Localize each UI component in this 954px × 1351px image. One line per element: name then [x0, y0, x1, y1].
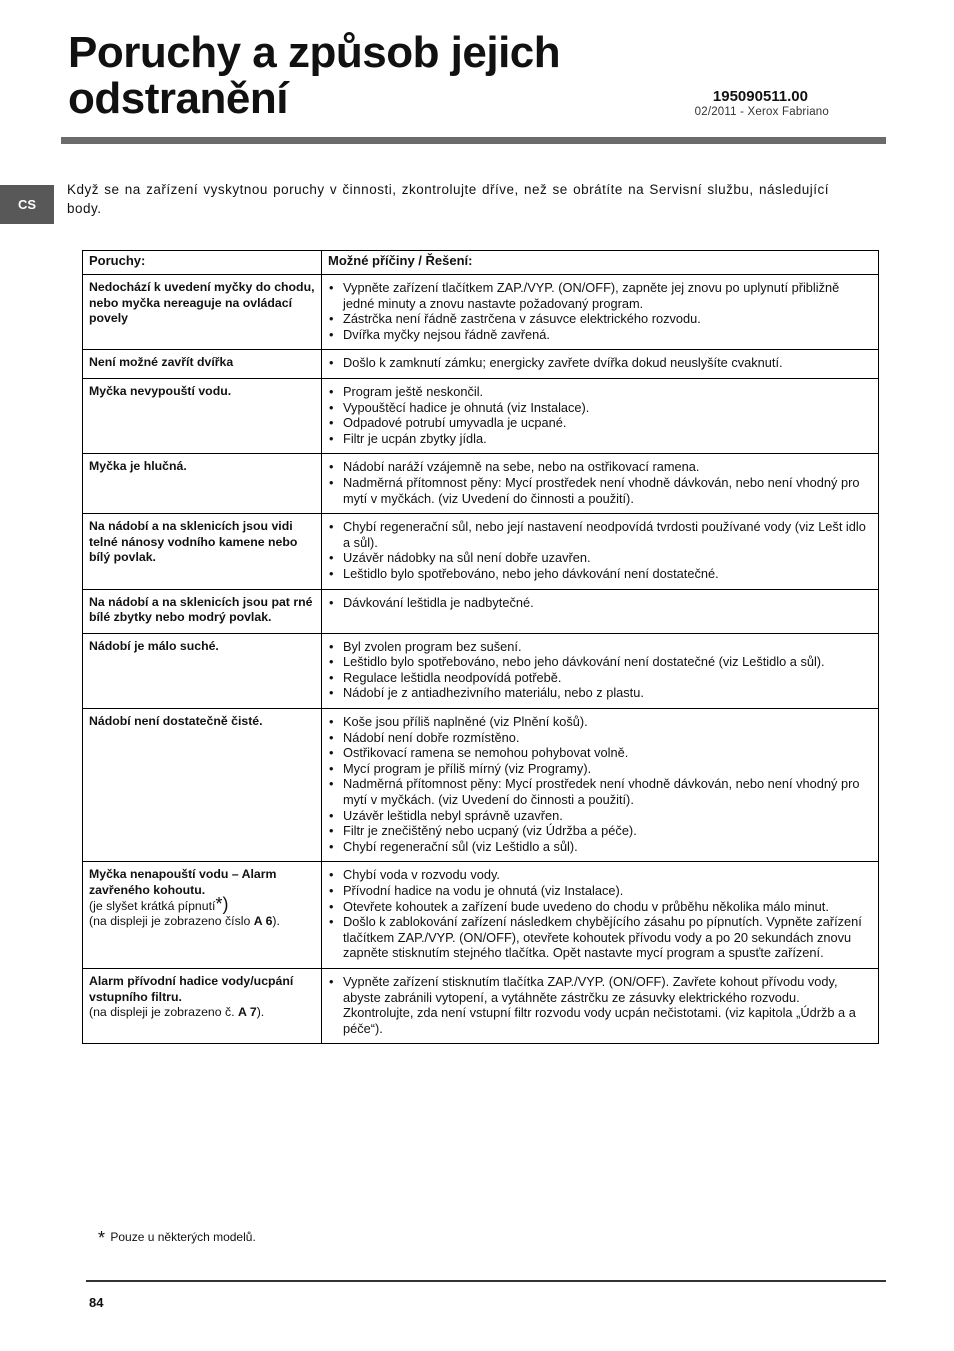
table-row — [83, 275, 879, 350]
list-item: • Mycí program je příliš mírný (viz Programy). — [328, 761, 872, 777]
fault-cell — [83, 709, 322, 862]
fault-cell — [83, 968, 322, 1043]
list-item: • Dávkování leštidla je nadbytečné. — [328, 595, 872, 611]
table-row — [83, 454, 879, 514]
list-item: • Vypouštěcí hadice je ohnutá (viz Instalace). — [328, 400, 872, 416]
fault-cell — [83, 633, 322, 708]
solutions-cell — [322, 862, 879, 969]
solutions-cell — [322, 709, 879, 862]
table-row — [83, 633, 879, 708]
fault-note-text: ). — [272, 914, 280, 929]
solutions-list — [328, 459, 872, 506]
list-item: • Nádobí není dobře rozmístěno. — [328, 730, 872, 746]
fault-cell — [83, 454, 322, 514]
fault-label: Není možné zavřít dvířka — [89, 355, 234, 370]
fault-note-asterisk: *) — [215, 893, 229, 914]
list-item: • Filtr je znečištěný nebo ucpaný (viz Údržba a péče). — [328, 823, 872, 839]
fault-note-text: (na displeji je zobrazeno číslo — [89, 914, 254, 929]
list-item: • Ostřikovací ramena se nemohou pohybovat volně. — [328, 745, 872, 761]
column-header-faults: Poruchy: — [83, 251, 322, 275]
list-item: • Koše jsou příliš naplněné (viz Plnění košů). — [328, 714, 872, 730]
list-item: • Otevřete kohoutek a zařízení bude uvedeno do chodu v průběhu několika málo minut. — [328, 899, 872, 915]
list-item: • Chybí regenerační sůl (viz Leštidlo a sůl). — [328, 839, 872, 855]
solutions-cell — [322, 378, 879, 453]
fault-label: Myčka je hlučná. — [89, 459, 187, 474]
list-item: • Filtr je ucpán zbytky jídla. — [328, 431, 872, 447]
list-item: • Leštidlo bylo spotřebováno, nebo jeho dávkování není dostatečné. — [328, 566, 872, 582]
list-item: • Došlo k zablokování zařízení následkem chybějícího zásahu po pípnutích. Vypněte zařízení tlačítkem ZAP./VYP. (ON/OFF), otevřete kohoutek přívodu vody a po 20 sekundách znovu zapněte stisknutím stejného tlačítka. Opět nastavte mycí program a spusťte zařízení. — [328, 914, 872, 961]
fault-cell — [83, 514, 322, 589]
document-date: 02/2011 - Xerox Fabriano — [694, 106, 829, 118]
fault-label: Na nádobí a na sklenicích jsou pat rné bílé zbytky nebo modrý povlak. — [89, 594, 313, 625]
list-item: • Nadměrná přítomnost pěny: Mycí prostředek není vhodně dávkován, nebo není vhodný pro mytí v myčkách. (viz Uvedení do činnosti a použití). — [328, 776, 872, 807]
table-body — [83, 275, 879, 1044]
fault-label: Alarm přívodní hadice vody/ucpání vstupního filtru. — [89, 973, 294, 1004]
table-row — [83, 968, 879, 1043]
fault-note-text: (je slyšet krátká pípnutí — [89, 898, 216, 913]
solutions-list — [328, 714, 872, 854]
fault-cell — [83, 350, 322, 379]
footnote-asterisk: * — [98, 1228, 106, 1248]
solutions-list — [328, 595, 872, 611]
table-row — [83, 709, 879, 862]
list-item: • Vypněte zařízení stisknutím tlačítka ZAP./VYP. (ON/OFF). Zavřete kohout přívodu vody, abyste zabránili vytopení, a vytáhněte zástrčku ze zásuvky elektrického rozvodu. Zkontrolujte, zda není vstupní filtr rozvodu vody ucpán nečistotami. (viz kapitola „Údržb a a péče“). — [328, 974, 872, 1036]
footer-divider — [86, 1280, 886, 1282]
column-header-solutions: Možné příčiny / Řešení: — [322, 251, 879, 275]
table-row — [83, 350, 879, 379]
footnote-text: Pouze u některých modelů. — [110, 1230, 256, 1244]
solutions-cell — [322, 454, 879, 514]
list-item: • Chybí regenerační sůl, nebo její nastavení neodpovídá tvrdosti používané vody (viz Lešt idlo a sůl). — [328, 519, 872, 550]
solutions-cell — [322, 589, 879, 633]
solutions-cell — [322, 350, 879, 379]
fault-cell — [83, 862, 322, 969]
intro-paragraph: Když se na zařízení vyskytnou poruchy v činnosti, zkontrolujte dříve, než se obrátíte na Servisní službu, následující body. — [67, 182, 829, 216]
solutions-list — [328, 867, 872, 961]
list-item: • Uzávěr leštidla nebyl správně uzavřen. — [328, 808, 872, 824]
list-item: • Byl zvolen program bez sušení. — [328, 639, 872, 655]
page-title-line-2: odstranění — [68, 74, 288, 123]
solutions-cell — [322, 275, 879, 350]
footnote — [98, 1228, 256, 1249]
solutions-list — [328, 639, 872, 701]
page-number: 84 — [89, 1295, 104, 1310]
solutions-cell — [322, 968, 879, 1043]
fault-label: Myčka nevypouští vodu. — [89, 383, 232, 398]
list-item: • Chybí voda v rozvodu vody. — [328, 867, 872, 883]
page-title-line-1: Poruchy a způsob jejich — [68, 28, 561, 77]
fault-label: Myčka nenapouští vodu – Alarm zavřeného kohoutu. — [89, 867, 277, 897]
fault-note-display-code — [89, 914, 315, 930]
fault-note-text: (na displeji je zobrazeno č. — [89, 1005, 239, 1020]
language-tab: CS — [0, 185, 54, 224]
page-title — [68, 30, 668, 122]
fault-cell — [83, 589, 322, 633]
list-item: • Zástrčka není řádně zastrčena v zásuvce elektrického rozvodu. — [328, 311, 872, 327]
list-item: • Regulace leštidla neodpovídá potřebě. — [328, 670, 872, 686]
table-header-row — [83, 251, 879, 275]
solutions-list — [328, 355, 872, 371]
fault-cell — [83, 275, 322, 350]
list-item: • Dvířka myčky nejsou řádně zavřená. — [328, 327, 872, 343]
solutions-cell — [322, 633, 879, 708]
document-number: 195090511.00 — [712, 88, 808, 105]
error-code: A 6 — [253, 914, 273, 929]
list-item: • Nádobí naráží vzájemně na sebe, nebo na ostřikovací ramena. — [328, 459, 872, 475]
list-item: • Přívodní hadice na vodu je ohnutá (viz Instalace). — [328, 883, 872, 899]
error-code: A 7 — [238, 1005, 257, 1020]
fault-cell — [83, 378, 322, 453]
solutions-list — [328, 519, 872, 581]
fault-label: Nádobí je málo suché. — [89, 638, 219, 653]
table-row — [83, 378, 879, 453]
list-item: • Nádobí je z antiadhezivního materiálu, nebo z plastu. — [328, 685, 872, 701]
table-row — [83, 862, 879, 969]
solutions-cell — [322, 514, 879, 589]
fault-label: Nedochází k uvedení myčky do chodu, nebo myčka nereaguje na ovládací povely — [89, 280, 315, 326]
fault-note-text: ). — [256, 1005, 265, 1020]
fault-label: Nádobí není dostatečně čisté. — [89, 714, 263, 729]
solutions-list — [328, 974, 872, 1036]
list-item: • Odpadové potrubí umyvadla je ucpané. — [328, 415, 872, 431]
list-item: • Program ještě neskončil. — [328, 384, 872, 400]
fault-label: Na nádobí a na sklenicích jsou vidi telné nánosy vodního kamene nebo bílý povlak. — [89, 519, 298, 565]
list-item: • Vypněte zařízení tlačítkem ZAP./VYP. (ON/OFF), zapněte jej znovu po uplynutí přibližně jedné minuty a znovu nastavte požadovaný program. — [328, 280, 872, 311]
table-row — [83, 514, 879, 589]
troubleshooting-table — [82, 250, 879, 1044]
list-item: • Uzávěr nádobky na sůl není dobře uzavřen. — [328, 550, 872, 566]
fault-note-display-code — [89, 1005, 315, 1021]
table-row — [83, 589, 879, 633]
header-divider — [61, 137, 886, 144]
list-item: • Došlo k zamknutí zámku; energicky zavřete dvířka dokud neuslyšíte cvaknutí. — [328, 355, 872, 371]
solutions-list — [328, 280, 872, 342]
solutions-list — [328, 384, 872, 446]
fault-note-beeps — [89, 893, 315, 915]
list-item: • Leštidlo bylo spotřebováno, nebo jeho dávkování není dostatečné (viz Leštidlo a sůl). — [328, 654, 872, 670]
list-item: • Nadměrná přítomnost pěny: Mycí prostředek není vhodně dávkován, nebo není vhodný pro mytí v myčkách. (viz Uvedení do činnosti a použití). — [328, 475, 872, 506]
